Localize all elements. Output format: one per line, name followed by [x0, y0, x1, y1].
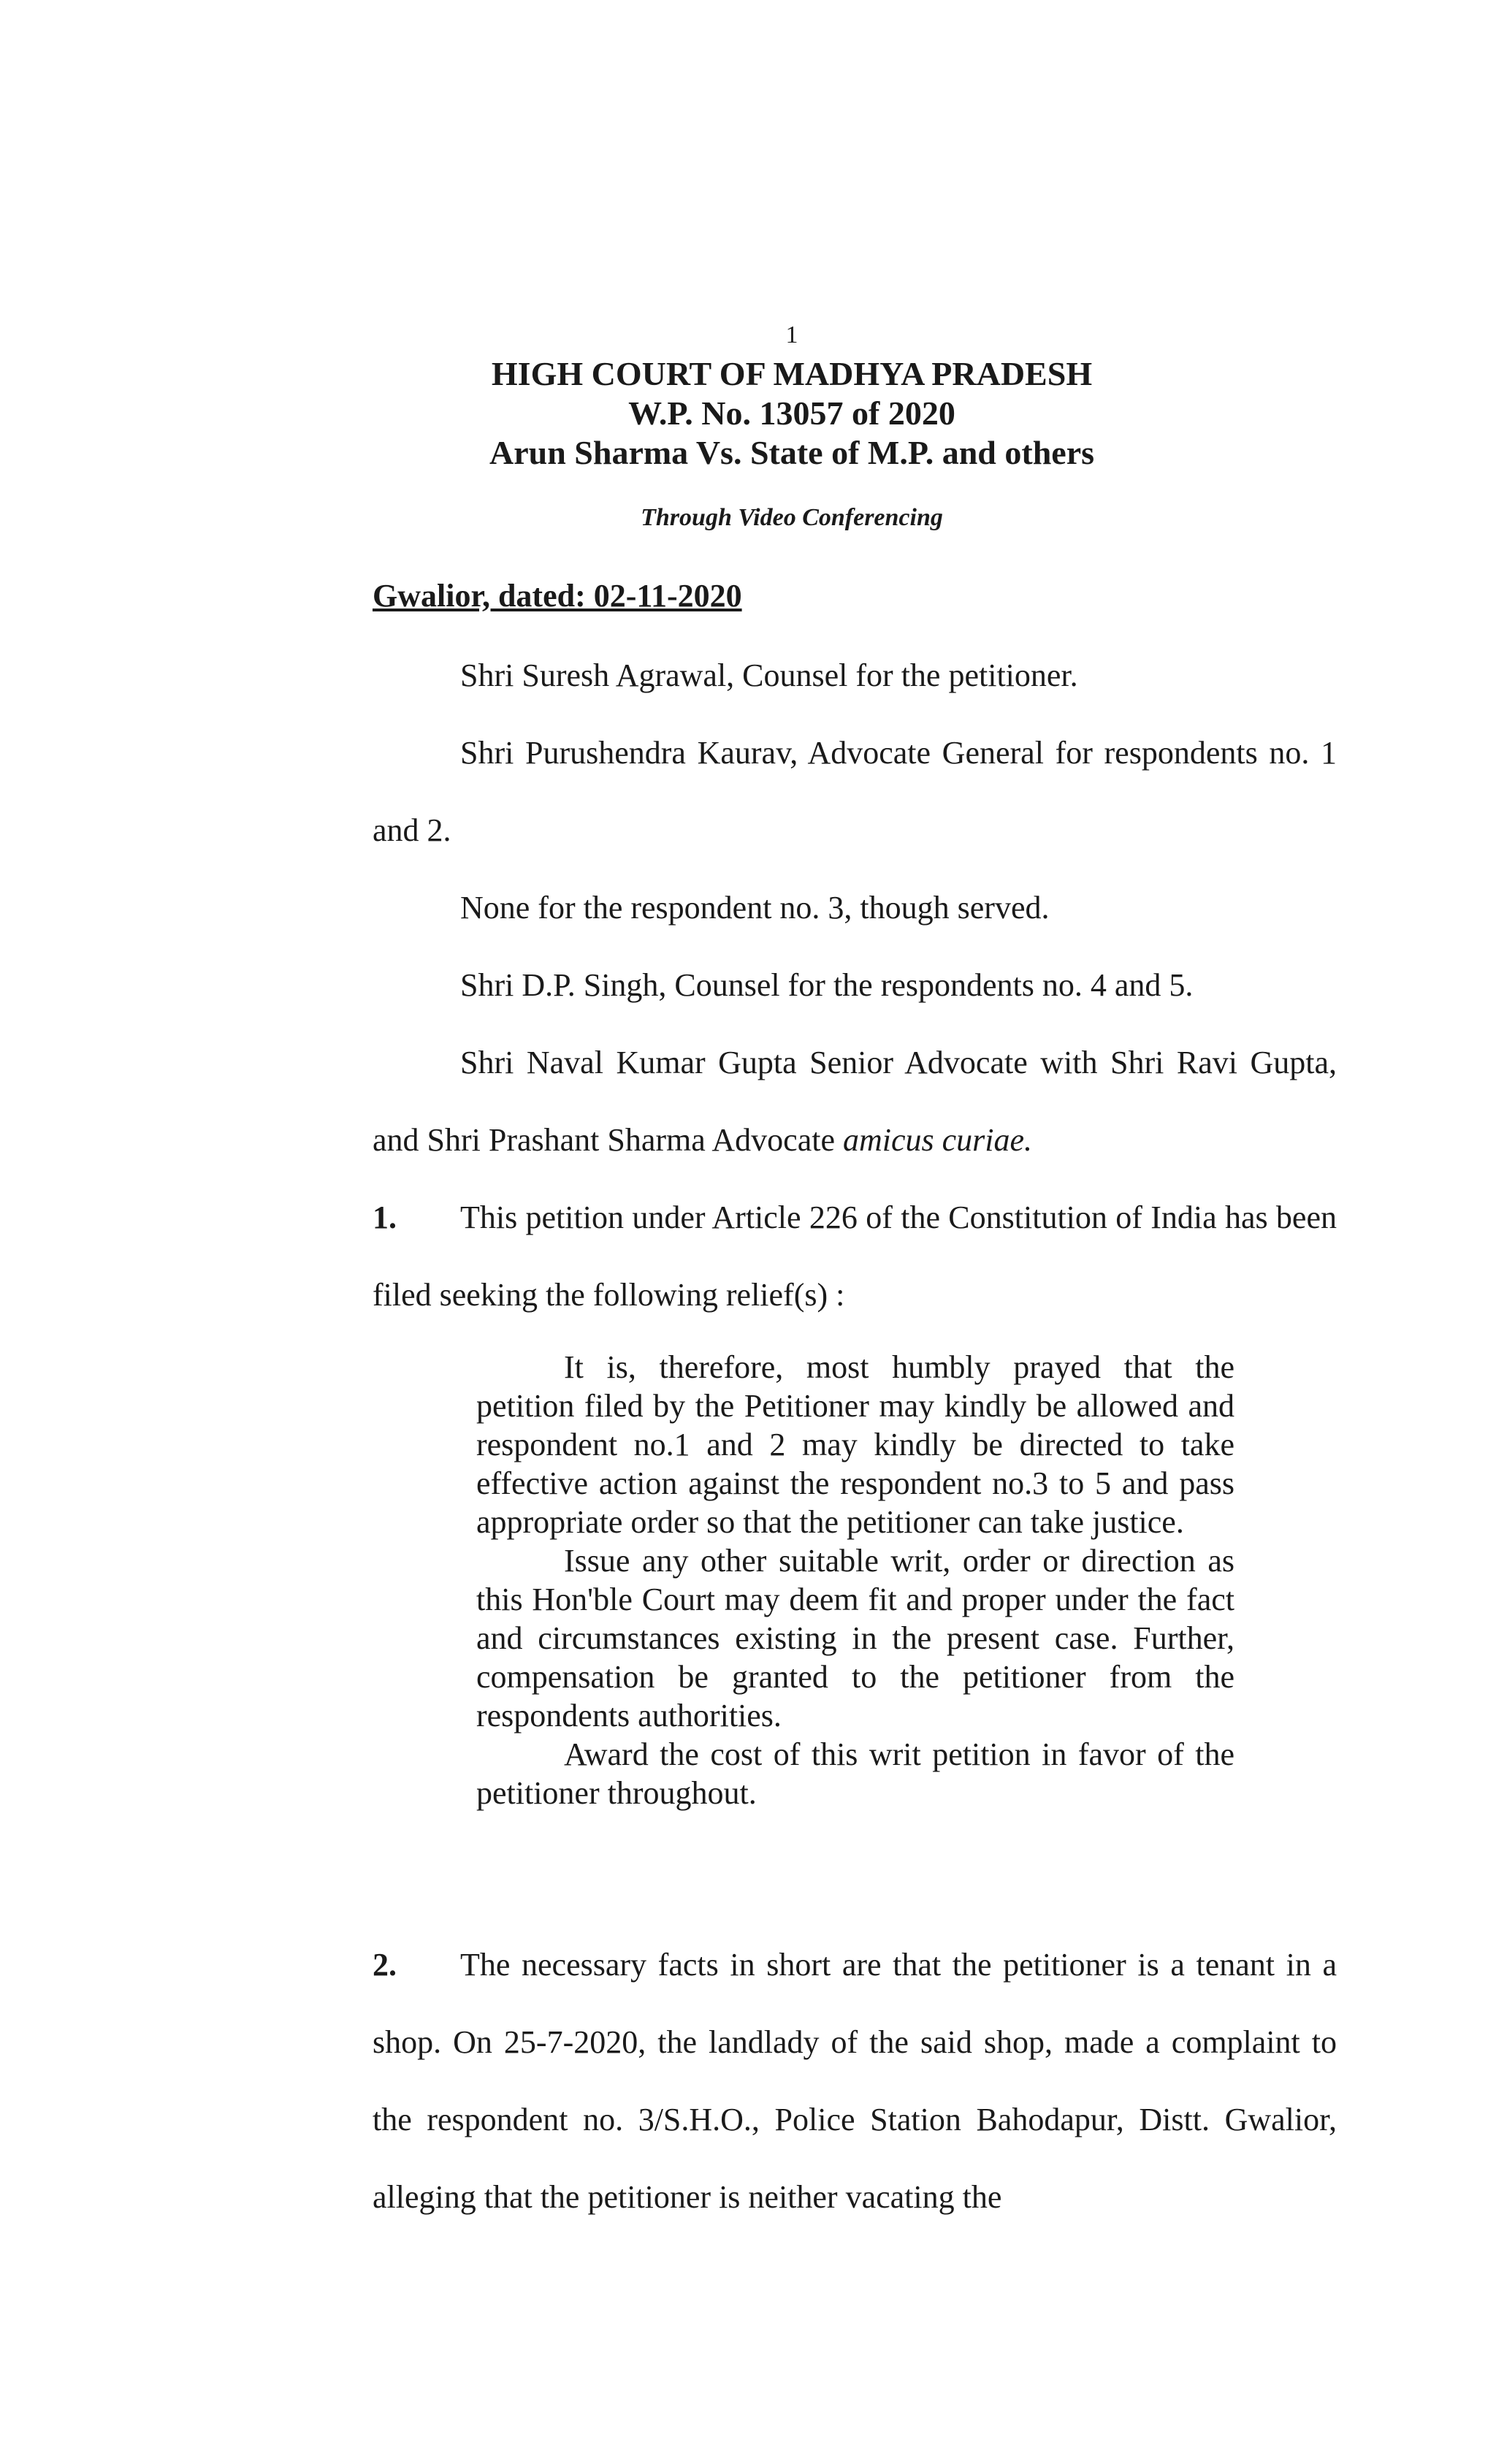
paragraph-1-number: 1. [373, 1199, 397, 1235]
appearance-respondent-3: None for the respondent no. 3, though served. [460, 890, 1050, 926]
case-number: W.P. No. 13057 of 2020 [628, 394, 955, 432]
prayer-clause-2: Issue any other suitable writ, order or direction as this Hon'ble Court may deem fit and proper under the fact and circumstances existing in the present case. Further, compensation be granted to the petitioner from the respondents authorities. [476, 1543, 1234, 1733]
appearance-petitioner: Shri Suresh Agrawal, Counsel for the petitioner. [460, 657, 1078, 693]
case-header [0, 354, 1496, 473]
prayer-clause-3: Award the cost of this writ petition in favor of the petitioner throughout. [476, 1736, 1234, 1811]
paragraph-1-text: This petition under Article 226 of the Constitution of India has been filed seeking the following relief(s) : [373, 1199, 1337, 1313]
paragraph-2 [373, 1926, 1337, 2236]
prayer-quote [476, 1348, 1234, 1812]
paragraph-1 [373, 1179, 1337, 1334]
appearance-amicus [373, 1024, 1337, 1179]
amicus-text: Shri Naval Kumar Gupta Senior Advocate with Shri Ravi Gupta, and Shri Prashant Sharma Advocate [373, 1045, 1337, 1158]
amicus-curiae-term: amicus curiae. [842, 1122, 1033, 1158]
page-number: 1 [785, 321, 798, 348]
appearance-respondents-4-5: Shri D.P. Singh, Counsel for the respondents no. 4 and 5. [460, 967, 1194, 1003]
case-parties: Arun Sharma Vs. State of M.P. and others [489, 434, 1095, 471]
hearing-mode-note: Through Video Conferencing [641, 504, 943, 531]
paragraph-2-text: The necessary facts in short are that the petitioner is a tenant in a shop. On 25-7-2020, the landlady of the said shop, made a complaint to the respondent no. 3/S.H.O., Police Station Bahodapur, Distt. Gwalior, alleging that the petitioner is neither vacating the [373, 1947, 1337, 2215]
court-name: HIGH COURT OF MADHYA PRADESH [491, 355, 1093, 392]
prayer-clause-1: It is, therefore, most humbly prayed that the petition filed by the Petitioner may kindly be allowed and respondent no.1 and 2 may kindly be directed to take effective action against the respondent no.3 to 5 and pass appropriate order so that the petitioner can take justice. [476, 1349, 1234, 1540]
date-line: Gwalior, dated: 02-11-2020 [373, 578, 742, 614]
paragraph-2-number: 2. [373, 1947, 397, 1983]
appearance-respondents-1-2: Shri Purushendra Kaurav, Advocate General for respondents no. 1 and 2. [373, 735, 1337, 848]
